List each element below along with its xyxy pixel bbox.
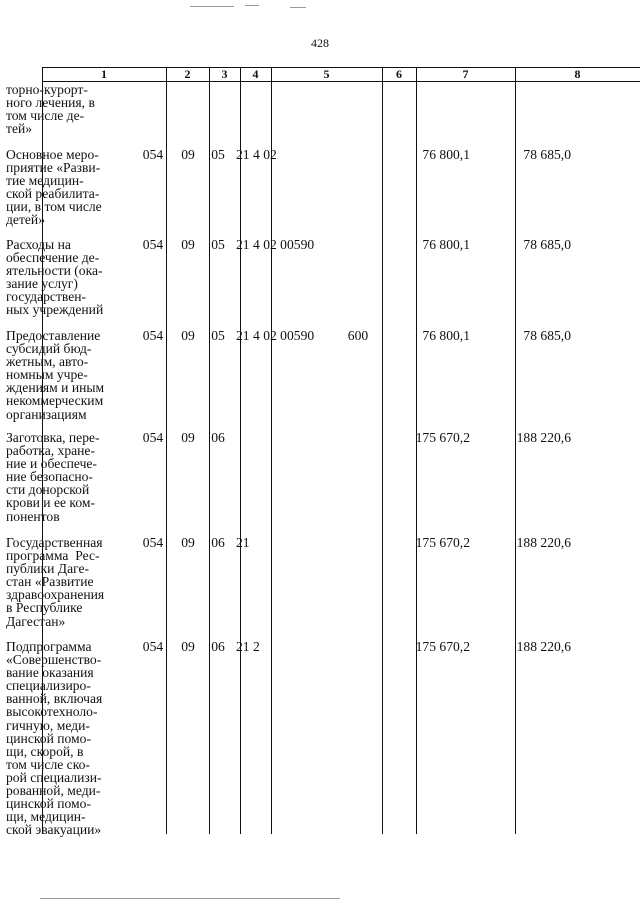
row-name: Государственная программа Рес- публики Даге- стан «Развитие здравоохранения в Республике Дагестан» [6, 535, 105, 629]
scan-artifact [290, 7, 306, 8]
row-ministry-code: 054 [142, 430, 164, 445]
row-section-code: 09 [181, 639, 195, 654]
row-amount-year-2: 78 685,0 [523, 328, 571, 343]
row-ministry-code: 054 [142, 639, 164, 654]
row-section-code: 09 [181, 430, 195, 445]
row-name: Предоставление субсидий бюд- жетным, авто- номным учре- ждениям и иным некоммерческим организациям [6, 328, 105, 422]
column-header-4: 4 [252, 67, 259, 81]
row-subsection-code: 05 [211, 237, 225, 252]
row-amount-year-1: 76 800,1 [422, 237, 470, 252]
row-target-code: 21 4 02 [236, 147, 277, 162]
row-section-code: 09 [181, 147, 195, 162]
row-ministry-code: 054 [142, 328, 164, 343]
row-expense-type: 600 [347, 328, 369, 343]
page-number: 428 [311, 36, 329, 50]
row-amount-year-2: 188 220,6 [516, 639, 571, 654]
column-divider [515, 67, 516, 834]
scan-artifact [190, 6, 234, 7]
scan-artifact [245, 5, 259, 6]
column-header-7: 7 [462, 67, 469, 81]
row-subsection-code: 06 [211, 535, 225, 550]
row-subsection-code: 05 [211, 328, 225, 343]
row-name: Заготовка, пере- работка, хране- ние и обеспече- ние безопасно- сти донорской крови и ее ком- понентов [6, 430, 100, 524]
row-amount-year-1: 175 670,2 [415, 430, 470, 445]
row-amount-year-2: 188 220,6 [516, 430, 571, 445]
row-amount-year-2: 78 685,0 [523, 237, 571, 252]
column-divider [382, 67, 383, 834]
row-target-code: 21 [236, 535, 250, 550]
budget-table [42, 67, 640, 834]
row-section-code: 09 [181, 237, 195, 252]
column-header-6: 6 [396, 67, 402, 81]
row-subsection-code: 06 [211, 430, 225, 445]
row-amount-year-2: 78 685,0 [523, 147, 571, 162]
column-header-1: 1 [101, 67, 107, 81]
row-name: Подпрограмма «Совершенство- вание оказания специализиро- ванной, включая высокотехноло- гичную, меди- цинской помо- щи, скорой, в том числе ско- рой специализи- рованной, меди- цинской помо- щи, медицин- ской эвакуации» [6, 639, 103, 838]
column-divider [166, 67, 167, 834]
row-ministry-code: 054 [142, 237, 164, 252]
row-amount-year-1: 76 800,1 [422, 328, 470, 343]
row-amount-year-1: 175 670,2 [415, 639, 470, 654]
row-subsection-code: 05 [211, 147, 225, 162]
column-header-2: 2 [184, 67, 191, 81]
column-header-5: 5 [323, 67, 330, 81]
column-divider [240, 67, 241, 834]
row-ministry-code: 054 [142, 535, 164, 550]
row-target-code: 21 4 02 00590 [236, 237, 315, 252]
row-ministry-code: 054 [142, 147, 164, 162]
row-target-code: 21 4 02 00590 [236, 328, 315, 343]
column-divider [209, 67, 210, 834]
column-header-8: 8 [574, 67, 581, 81]
row-section-code: 09 [181, 535, 195, 550]
header-bottom-border [42, 81, 640, 82]
row-section-code: 09 [181, 328, 195, 343]
column-header-3: 3 [221, 67, 228, 81]
column-divider [271, 67, 272, 834]
row-name: Основное меро- приятие «Разви- тие медицин- ской реабилита- ции, в том числе детей» [6, 147, 102, 228]
row-subsection-code: 06 [211, 639, 225, 654]
row-name: торно-курорт- ного лечения, в том числе де- тей» [6, 82, 95, 137]
column-divider [416, 67, 417, 834]
row-amount-year-2: 188 220,6 [516, 535, 571, 550]
scan-artifact [40, 898, 340, 899]
row-amount-year-1: 175 670,2 [415, 535, 470, 550]
row-name: Расходы на обеспечение де- ятельности (ока- зание услуг) государствен- ных учреждений [6, 237, 104, 318]
row-target-code: 21 2 [236, 639, 260, 654]
row-amount-year-1: 76 800,1 [422, 147, 470, 162]
